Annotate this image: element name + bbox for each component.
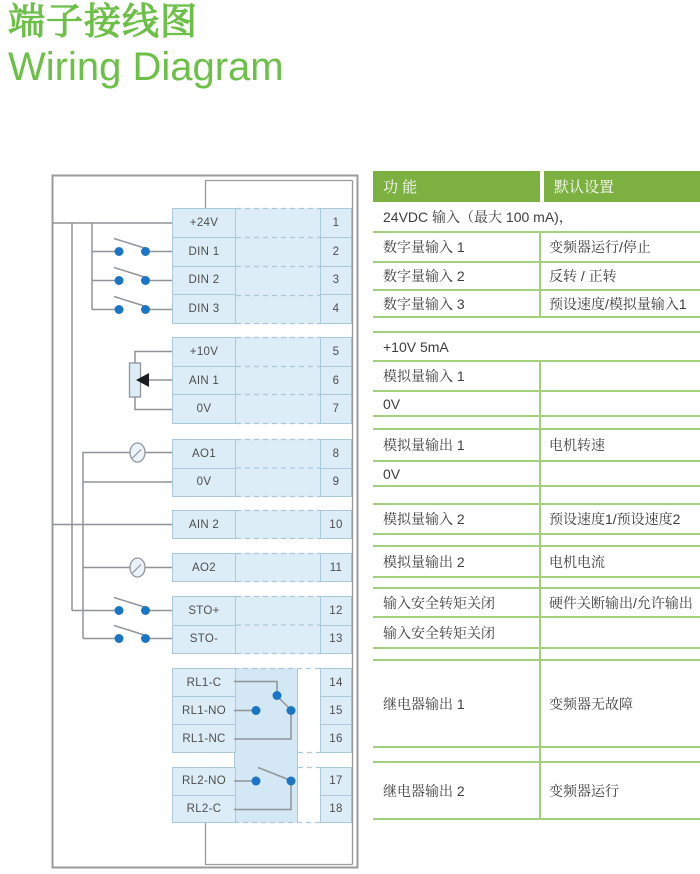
- terminal-label-block-8: [172, 767, 236, 823]
- default-cell: 变频器运行: [549, 782, 619, 799]
- terminal-number-block-2: [320, 337, 352, 424]
- table-row: [373, 462, 700, 487]
- relay-contact-box: [234, 668, 298, 823]
- terminal-cell: AIN 1: [173, 366, 235, 395]
- table-row: [373, 362, 700, 392]
- default-cell: 变频器无故障: [549, 695, 633, 712]
- terminal-number: 13: [321, 625, 351, 654]
- function-cell: 模拟量输出 2: [373, 547, 541, 576]
- default-cell: 电机电流: [549, 553, 605, 570]
- default-cell: 预设速度1/预设速度2: [549, 511, 681, 527]
- terminal-cell: DIN 1: [173, 237, 235, 266]
- terminal-cell: STO+: [188, 604, 220, 617]
- terminal-cell: DIN 2: [173, 266, 235, 295]
- function-cell: 继电器输出 2: [373, 763, 541, 818]
- terminal-number: 7: [321, 394, 351, 423]
- terminal-number: 6: [321, 366, 351, 395]
- default-cell: [541, 618, 700, 647]
- terminal-number: 2: [321, 237, 351, 266]
- default-cell: 反转 / 正转: [549, 268, 617, 284]
- terminal-cell: RL1-NC: [173, 724, 235, 752]
- page-title-chinese: 端子接线图: [8, 1, 198, 42]
- table-row: [373, 618, 700, 649]
- table-row: [373, 392, 700, 417]
- terminal-cell: RL1-C: [186, 676, 222, 689]
- switch-contact-dots: [115, 247, 151, 643]
- terminal-number-block-4: [320, 510, 352, 539]
- terminal-label-block-7: [172, 668, 236, 753]
- terminal-cell: +24V: [189, 216, 219, 229]
- meter-symbol-ao1: [130, 443, 145, 462]
- default-cell: [541, 362, 700, 390]
- terminal-number: 8: [332, 447, 340, 460]
- default-cell: [541, 392, 700, 415]
- terminal-number-block-7: [320, 668, 352, 753]
- function-cell: 24VDC 输入（最大 100 mA)，: [383, 208, 573, 225]
- wiper-arrow-icon: [136, 373, 149, 387]
- default-cell: 硬件关断输出/允许输出: [549, 594, 693, 611]
- function-cell: 0V: [373, 462, 541, 485]
- default-cell: [541, 462, 700, 485]
- terminal-number-block-3: [320, 439, 352, 497]
- terminal-label-block-1: [172, 208, 236, 324]
- function-cell: 继电器输出 1: [373, 661, 541, 746]
- function-cell: 数字量输入 1: [373, 233, 541, 261]
- table-header: [373, 171, 700, 202]
- dashed-area-block5: [236, 553, 320, 582]
- terminal-number: 9: [321, 468, 351, 497]
- terminal-label-block-3: [172, 439, 236, 497]
- function-cell: 输入安全转矩关闭: [373, 589, 541, 616]
- table-row: [373, 547, 700, 578]
- terminal-cell: AIN 2: [188, 518, 220, 531]
- page-title: [8, 0, 284, 91]
- terminal-cell: DIN 3: [173, 294, 235, 323]
- terminal-label-block-6: [172, 596, 236, 654]
- terminal-cell: +10V: [189, 345, 219, 358]
- table-row: [373, 430, 700, 462]
- terminal-number: 15: [321, 696, 351, 724]
- table-gap-row: [373, 535, 700, 547]
- terminal-cell: STO-: [173, 625, 235, 654]
- default-cell: 变频器运行/停止: [549, 239, 651, 255]
- switch-blades: [114, 239, 148, 637]
- terminal-number: 11: [329, 561, 343, 574]
- terminal-cell: 0V: [173, 468, 235, 497]
- table-gap-row: [373, 318, 700, 333]
- dashed-area-block4: [236, 510, 320, 539]
- terminal-number: 4: [321, 294, 351, 323]
- page-title-english: Wiring Diagram: [8, 44, 284, 89]
- terminal-number: 16: [321, 724, 351, 752]
- default-cell: 电机转速: [549, 437, 605, 453]
- table-gap-row: [373, 649, 700, 661]
- function-cell: +10V 5mA: [383, 338, 449, 355]
- table-row: [373, 202, 700, 233]
- terminal-number: 17: [329, 775, 343, 788]
- default-cell: 预设速度/模拟量输入1: [549, 295, 687, 312]
- table-row: [373, 233, 700, 263]
- table-row: [373, 291, 700, 318]
- terminal-number: 1: [332, 216, 340, 229]
- function-cell: 数字量输入 2: [373, 263, 541, 289]
- terminal-number: 18: [321, 795, 351, 823]
- dashed-area-block3: [236, 439, 320, 497]
- table-gap-row: [373, 578, 700, 589]
- terminal-number: 12: [329, 604, 343, 617]
- function-table: [373, 171, 700, 820]
- terminal-number-block-1: [320, 208, 352, 324]
- terminal-cell: 0V: [173, 394, 235, 423]
- table-gap-row: [373, 487, 700, 505]
- dashed-area-block2: [236, 337, 320, 424]
- function-cell: 数字量输入 3: [373, 291, 541, 316]
- table-gap-row: [373, 417, 700, 430]
- dashed-area-block6: [236, 596, 320, 654]
- terminal-label-block-4: [172, 510, 236, 539]
- table-row: [373, 763, 700, 820]
- terminal-number-block-8: [320, 767, 352, 823]
- table-row: [373, 505, 700, 535]
- terminal-cell: AO1: [192, 447, 216, 460]
- terminal-cell: AO2: [192, 561, 216, 574]
- terminal-number: 3: [321, 266, 351, 295]
- terminal-cell: RL2-C: [173, 795, 235, 823]
- function-cell: 0V: [373, 392, 541, 415]
- terminal-label-block-5: [172, 553, 236, 582]
- function-cell: 输入安全转矩关闭: [373, 618, 541, 647]
- meter-symbol-ao2: [130, 558, 145, 577]
- terminal-number: 5: [332, 345, 340, 358]
- table-gap-row: [373, 748, 700, 763]
- function-cell: 模拟量输入 2: [373, 505, 541, 533]
- table-row: [373, 263, 700, 291]
- table-row: [373, 589, 700, 618]
- table-row: [373, 661, 700, 748]
- dashed-area-block1: [236, 208, 320, 324]
- table-header-function: 功 能: [373, 171, 540, 202]
- terminal-number: 14: [329, 676, 343, 689]
- wires-gray: [52, 223, 172, 639]
- terminal-cell: RL2-NO: [182, 775, 226, 788]
- function-cell: 模拟量输入 1: [373, 362, 541, 390]
- terminal-number: 10: [329, 518, 343, 531]
- potentiometer-symbol: [130, 363, 150, 397]
- terminal-number-block-6: [320, 596, 352, 654]
- function-cell: 模拟量输出 1: [373, 430, 541, 460]
- table-row: [373, 333, 700, 362]
- table-header-default: 默认设置: [544, 171, 700, 202]
- terminal-label-block-2: [172, 337, 236, 424]
- terminal-cell: RL1-NO: [173, 696, 235, 724]
- terminal-number-block-5: [320, 553, 352, 582]
